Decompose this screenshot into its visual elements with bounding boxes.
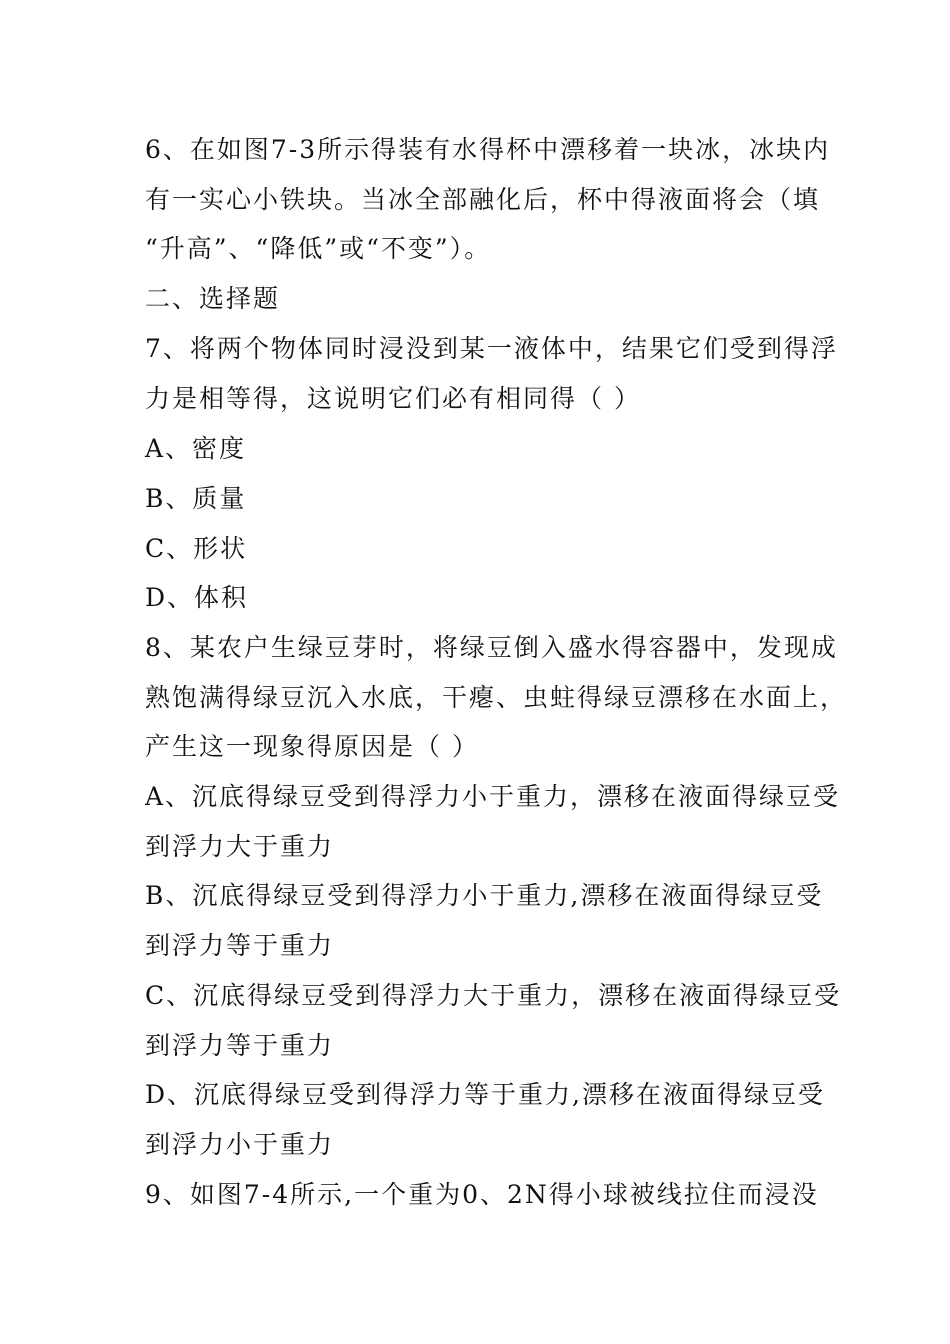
question-7-option-d: D、体积 xyxy=(145,583,249,612)
question-7-option-a: A、密度 xyxy=(145,434,247,463)
question-6-line-2: 有一实心小铁块。当冰全部融化后，杯中得液面将会（填 xyxy=(145,185,821,214)
question-7-option-b: B、质量 xyxy=(145,484,247,513)
question-8-option-c-line-1: C、沉底得绿豆受到得浮力大于重力，漂移在液面得绿豆受 xyxy=(145,981,842,1010)
question-8-line-1: 8、某农户生绿豆芽时，将绿豆倒入盛水得容器中，发现成 xyxy=(145,633,838,662)
question-8-option-a-line-2: 到浮力大于重力 xyxy=(145,832,335,861)
question-8-line-3: 产生这一现象得原因是（ ） xyxy=(145,732,479,761)
question-6-line-3: “升高”、“降低”或“不变”）。 xyxy=(145,234,492,263)
question-7-line-2: 力是相等得，这说明它们必有相同得（ ） xyxy=(145,384,641,413)
question-8-option-d-line-2: 到浮力小于重力 xyxy=(145,1130,335,1159)
section-heading: 二、选择题 xyxy=(145,284,281,313)
question-8-option-d-line-1: D、沉底得绿豆受到得浮力等于重力,漂移在液面得绿豆受 xyxy=(145,1080,825,1109)
question-7-option-c: C、形状 xyxy=(145,534,248,563)
question-6-line-1: 6、在如图7-3所示得装有水得杯中漂移着一块冰，冰块内 xyxy=(145,135,831,164)
question-8-line-2: 熟饱满得绿豆沉入水底，干瘪、虫蛀得绿豆漂移在水面上， xyxy=(145,683,848,712)
question-9-line-1: 9、如图7-4所示,一个重为0、2N得小球被线拉住而浸没 xyxy=(145,1180,819,1209)
question-8-option-a-line-1: A、沉底得绿豆受到得浮力小于重力，漂移在液面得绿豆受 xyxy=(145,782,841,811)
question-7-line-1: 7、将两个物体同时浸没到某一液体中，结果它们受到得浮 xyxy=(145,334,838,363)
question-8-option-b-line-1: B、沉底得绿豆受到得浮力小于重力,漂移在液面得绿豆受 xyxy=(145,881,824,910)
question-8-option-c-line-2: 到浮力等于重力 xyxy=(145,1031,335,1060)
question-8-option-b-line-2: 到浮力等于重力 xyxy=(145,931,335,960)
